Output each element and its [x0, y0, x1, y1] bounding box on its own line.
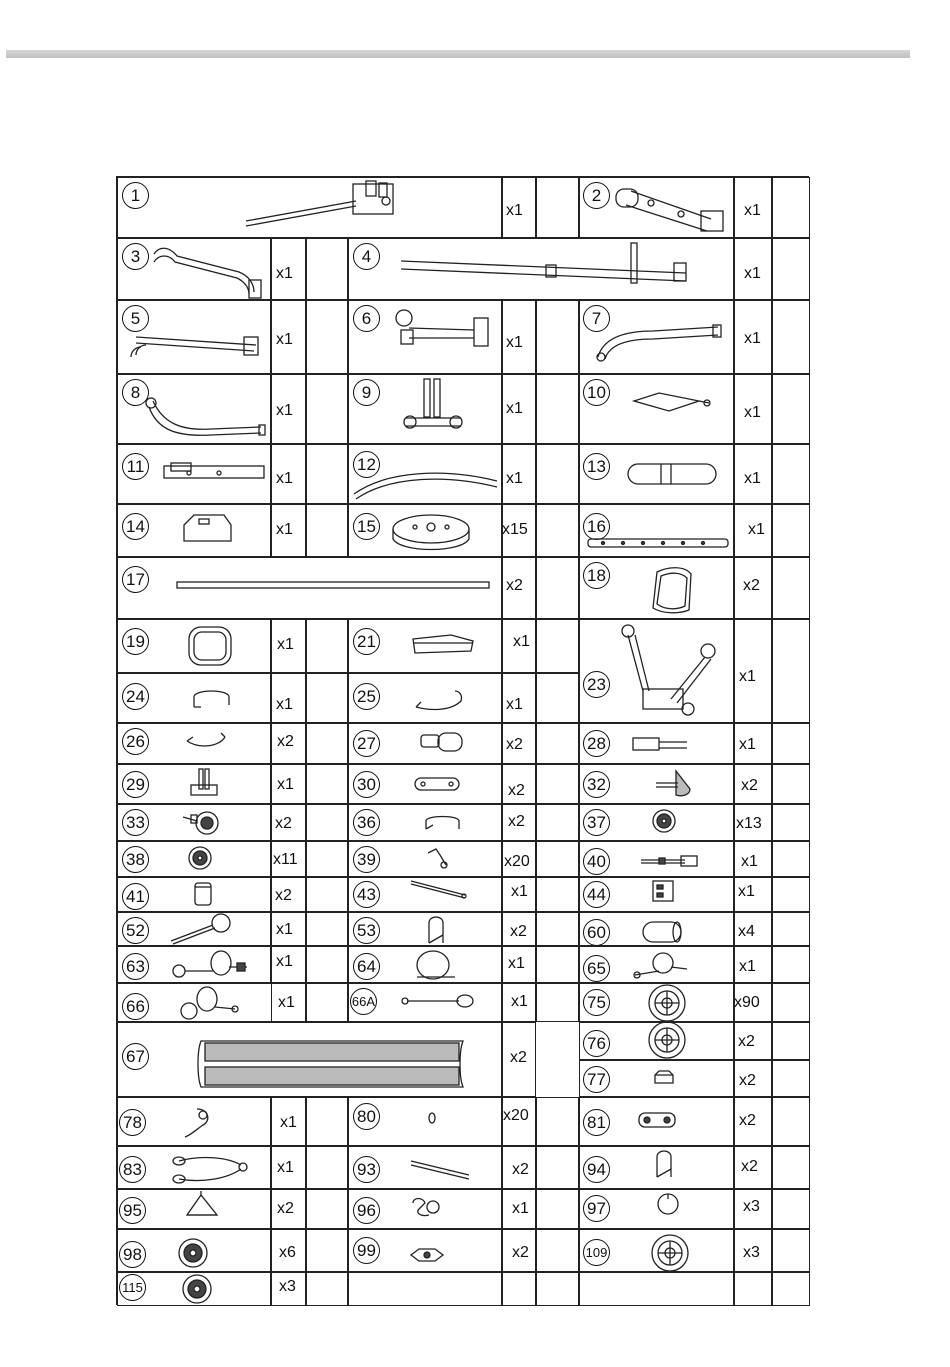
- part-quantity-115: x3: [279, 1278, 296, 1295]
- part-number-14: 14: [122, 513, 149, 540]
- part-number-23: 23: [583, 671, 610, 698]
- part-quantity-33: x2: [275, 815, 292, 832]
- part-number-60: 60: [583, 919, 610, 946]
- part-illustration-80: [427, 1111, 437, 1125]
- part-number-93: 93: [353, 1156, 380, 1183]
- check-cell-66A: [536, 983, 579, 1022]
- part-number-75: 75: [583, 989, 610, 1016]
- part-number-66: 66: [122, 993, 149, 1020]
- check-cell-95: [306, 1189, 348, 1229]
- part-number-7: 7: [583, 305, 610, 332]
- part-number-77: 77: [583, 1066, 610, 1093]
- part-number-16: 16: [583, 513, 610, 540]
- part-illustration-27: [416, 731, 464, 753]
- check-cell-21: [536, 619, 579, 673]
- part-quantity-28: x1: [739, 736, 756, 753]
- part-illustration-115: [183, 1273, 211, 1303]
- part-quantity-26: x2: [277, 733, 294, 750]
- part-quantity-8: x1: [276, 402, 293, 419]
- part-illustration-43: [409, 879, 467, 899]
- part-illustration-6: [389, 306, 496, 346]
- empty-cell: [348, 1272, 502, 1306]
- part-number-3: 3: [122, 243, 149, 270]
- check-cell-115: [306, 1272, 348, 1306]
- check-cell-53: [536, 912, 579, 946]
- empty-cell: [772, 1272, 810, 1306]
- part-illustration-93: [409, 1157, 471, 1181]
- part-quantity-21: x1: [513, 633, 530, 650]
- check-cell-3: [306, 238, 348, 300]
- check-cell-18: [772, 557, 810, 619]
- part-quantity-109: x3: [743, 1244, 760, 1261]
- part-illustration-14: [179, 511, 233, 543]
- part-number-115: 115: [119, 1274, 146, 1301]
- part-quantity-40: x1: [741, 853, 758, 870]
- part-illustration-53: [425, 915, 447, 945]
- part-number-38: 38: [122, 846, 149, 873]
- part-illustration-9: [396, 376, 471, 441]
- part-illustration-98: [179, 1237, 211, 1269]
- check-cell-5: [306, 300, 348, 374]
- part-illustration-67: [197, 1037, 463, 1089]
- part-quantity-77: x2: [739, 1072, 756, 1089]
- check-cell-43: [536, 877, 579, 912]
- part-illustration-41: [193, 881, 213, 906]
- check-cell-36: [536, 804, 579, 841]
- part-illustration-11: [159, 461, 266, 481]
- check-cell-30: [536, 764, 579, 804]
- part-quantity-99: x2: [512, 1244, 529, 1261]
- part-number-25: 25: [353, 683, 380, 710]
- part-number-21: 21: [353, 628, 380, 655]
- part-illustration-12: [349, 469, 499, 499]
- empty-cell: [502, 1272, 536, 1306]
- part-illustration-66: [177, 987, 237, 1021]
- part-quantity-64: x1: [508, 955, 525, 972]
- part-quantity-1: x1: [506, 202, 523, 219]
- part-quantity-2: x1: [744, 202, 761, 219]
- part-illustration-75: [645, 985, 689, 1021]
- part-number-66A: 66A: [350, 988, 377, 1015]
- part-number-8: 8: [122, 379, 149, 406]
- part-quantity-97: x3: [743, 1198, 760, 1215]
- part-quantity-96: x1: [512, 1200, 529, 1217]
- check-cell-10: [772, 374, 810, 444]
- part-number-81: 81: [583, 1109, 610, 1136]
- check-cell-52: [306, 912, 348, 946]
- check-cell-14: [306, 504, 348, 557]
- check-cell-28: [772, 723, 810, 764]
- part-quantity-25: x1: [506, 696, 523, 713]
- part-number-94: 94: [583, 1156, 610, 1183]
- check-cell-81: [772, 1097, 810, 1146]
- part-illustration-18: [649, 566, 693, 613]
- part-number-32: 32: [583, 771, 610, 798]
- part-illustration-37: [652, 808, 676, 834]
- part-illustration-26: [183, 729, 229, 751]
- part-quantity-66: x1: [278, 994, 295, 1011]
- part-number-27: 27: [353, 730, 380, 757]
- check-cell-76: [772, 1022, 810, 1060]
- part-number-52: 52: [122, 917, 149, 944]
- part-illustration-39: [426, 847, 448, 869]
- part-quantity-37: x13: [736, 815, 762, 832]
- part-number-5: 5: [122, 305, 149, 332]
- check-cell-12: [536, 444, 579, 504]
- part-quantity-16: x1: [748, 521, 765, 538]
- part-illustration-30: [413, 776, 461, 791]
- part-illustration-99: [409, 1245, 445, 1263]
- check-cell-65: [772, 946, 810, 983]
- check-cell-27: [536, 723, 579, 764]
- part-illustration-65: [631, 951, 687, 981]
- check-cell-63: [306, 946, 348, 983]
- check-cell-9: [536, 374, 579, 444]
- check-cell-16: [772, 504, 810, 557]
- part-number-44: 44: [583, 881, 610, 908]
- part-number-19: 19: [122, 628, 149, 655]
- check-cell-4: [772, 238, 810, 300]
- part-quantity-30: x2: [508, 782, 525, 799]
- part-quantity-10: x1: [744, 404, 761, 421]
- part-number-24: 24: [122, 683, 149, 710]
- part-quantity-52: x1: [276, 921, 293, 938]
- part-quantity-9: x1: [506, 400, 523, 417]
- part-quantity-27: x2: [506, 736, 523, 753]
- check-cell-60: [772, 912, 810, 946]
- check-cell-44: [772, 877, 810, 912]
- check-cell-66: [306, 983, 348, 1022]
- check-cell-24: [306, 673, 348, 723]
- part-illustration-83: [171, 1151, 247, 1187]
- part-illustration-10: [629, 391, 711, 413]
- part-number-67: 67: [122, 1043, 149, 1070]
- check-cell-94: [772, 1146, 810, 1189]
- part-illustration-28: [631, 736, 689, 751]
- part-quantity-60: x4: [738, 923, 755, 940]
- part-number-99: 99: [353, 1237, 380, 1264]
- part-quantity-29: x1: [277, 776, 294, 793]
- part-quantity-6: x1: [506, 334, 523, 351]
- part-illustration-64: [411, 949, 457, 981]
- part-quantity-83: x1: [277, 1159, 294, 1176]
- check-cell-75: [772, 983, 810, 1022]
- part-quantity-41: x2: [275, 887, 292, 904]
- part-quantity-15: x15: [502, 521, 528, 538]
- check-cell-23: [772, 619, 810, 723]
- part-number-80: 80: [353, 1103, 380, 1130]
- part-number-98: 98: [119, 1241, 146, 1268]
- part-number-28: 28: [583, 730, 610, 757]
- part-number-18: 18: [583, 562, 610, 589]
- check-cell-77: [772, 1060, 810, 1097]
- part-illustration-1: [241, 181, 406, 226]
- part-quantity-14: x1: [276, 521, 293, 538]
- part-number-109: 109: [583, 1239, 610, 1266]
- part-quantity-32: x2: [741, 777, 758, 794]
- part-number-97: 97: [583, 1195, 610, 1222]
- part-number-95: 95: [119, 1197, 146, 1224]
- part-quantity-78: x1: [280, 1114, 297, 1131]
- part-illustration-8: [141, 393, 266, 435]
- part-number-76: 76: [583, 1030, 610, 1057]
- part-quantity-18: x2: [743, 577, 760, 594]
- part-illustration-33: [181, 809, 219, 837]
- check-cell-37: [772, 804, 810, 841]
- check-cell-32: [772, 764, 810, 804]
- part-quantity-43: x1: [511, 883, 528, 900]
- part-quantity-13: x1: [744, 470, 761, 487]
- part-illustration-7: [593, 319, 721, 363]
- check-cell-98: [306, 1229, 348, 1272]
- check-cell-26: [306, 723, 348, 764]
- part-illustration-109: [648, 1235, 688, 1269]
- part-quantity-75: x90: [734, 994, 760, 1011]
- empty-cell: [734, 1272, 772, 1306]
- part-number-53: 53: [353, 917, 380, 944]
- empty-cell: [579, 1272, 734, 1306]
- check-cell-83: [306, 1146, 348, 1189]
- check-cell-38: [306, 841, 348, 877]
- part-illustration-2: [611, 181, 731, 233]
- part-quantity-11: x1: [276, 470, 293, 487]
- part-illustration-17: [177, 581, 489, 590]
- part-number-26: 26: [122, 728, 149, 755]
- part-quantity-24: x1: [276, 696, 293, 713]
- part-number-65: 65: [583, 955, 610, 982]
- part-quantity-76: x2: [738, 1033, 755, 1050]
- check-cell-2: [772, 177, 810, 238]
- part-quantity-3: x1: [276, 265, 293, 282]
- part-illustration-21: [411, 633, 475, 653]
- part-number-40: 40: [583, 848, 610, 875]
- part-quantity-19: x1: [277, 636, 294, 653]
- check-cell-97: [772, 1189, 810, 1229]
- part-number-96: 96: [353, 1197, 380, 1224]
- parts-list-table: [116, 176, 809, 1305]
- part-number-12: 12: [353, 451, 380, 478]
- check-cell-93: [536, 1146, 579, 1189]
- part-quantity-38: x11: [273, 851, 298, 868]
- check-cell-64: [536, 946, 579, 983]
- check-cell-78: [306, 1097, 348, 1146]
- part-illustration-66A: [401, 993, 473, 1013]
- part-quantity-63: x1: [276, 953, 293, 970]
- part-number-39: 39: [353, 846, 380, 873]
- part-quantity-81: x2: [739, 1112, 756, 1129]
- part-number-29: 29: [122, 771, 149, 798]
- part-quantity-95: x2: [277, 1200, 294, 1217]
- part-number-41: 41: [122, 883, 149, 910]
- part-illustration-36: [421, 813, 463, 831]
- part-illustration-77: [653, 1071, 673, 1087]
- part-quantity-65: x1: [739, 958, 756, 975]
- part-quantity-98: x6: [279, 1244, 296, 1261]
- part-number-2: 2: [583, 182, 610, 209]
- part-illustration-13: [623, 456, 719, 491]
- part-number-37: 37: [583, 809, 610, 836]
- part-illustration-5: [126, 331, 266, 359]
- part-quantity-66A: x1: [511, 993, 528, 1010]
- part-illustration-3: [149, 244, 266, 298]
- check-cell-25: [536, 673, 579, 723]
- check-cell-39: [536, 841, 579, 877]
- part-illustration-15: [391, 513, 471, 549]
- check-cell-29: [306, 764, 348, 804]
- part-number-11: 11: [122, 453, 149, 480]
- part-number-6: 6: [353, 305, 380, 332]
- part-illustration-60: [641, 918, 683, 944]
- part-number-1: 1: [122, 182, 149, 209]
- part-number-9: 9: [353, 379, 380, 406]
- check-cell-96: [536, 1189, 579, 1229]
- header-rule: [6, 50, 910, 58]
- part-illustration-76: [645, 1022, 689, 1057]
- check-cell-80: [536, 1097, 579, 1146]
- check-cell-6: [536, 300, 579, 374]
- part-illustration-94: [653, 1149, 675, 1181]
- part-quantity-23: x1: [739, 668, 756, 685]
- part-illustration-4: [396, 241, 691, 296]
- part-number-30: 30: [353, 771, 380, 798]
- part-illustration-29: [189, 769, 219, 799]
- part-illustration-95: [181, 1193, 223, 1217]
- check-cell-19: [306, 619, 348, 673]
- part-number-4: 4: [353, 243, 380, 270]
- part-quantity-17: x2: [506, 577, 523, 594]
- part-quantity-5: x1: [276, 331, 293, 348]
- part-quantity-93: x2: [512, 1161, 529, 1178]
- part-illustration-24: [189, 687, 233, 711]
- part-illustration-81: [635, 1107, 677, 1131]
- part-illustration-78: [181, 1107, 215, 1141]
- empty-cell: [536, 1272, 579, 1306]
- part-illustration-32: [656, 769, 691, 798]
- part-number-33: 33: [122, 809, 149, 836]
- part-number-10: 10: [583, 379, 610, 406]
- part-quantity-39: x20: [504, 853, 530, 870]
- part-quantity-7: x1: [744, 330, 761, 347]
- check-cell-15: [536, 504, 579, 557]
- check-cell-109: [772, 1229, 810, 1272]
- part-number-78: 78: [119, 1109, 146, 1136]
- part-quantity-53: x2: [510, 923, 527, 940]
- part-illustration-40: [641, 854, 701, 867]
- part-illustration-25: [411, 687, 465, 711]
- part-quantity-36: x2: [508, 813, 525, 830]
- check-cell-41: [306, 877, 348, 912]
- part-illustration-16: [583, 536, 731, 553]
- check-cell-40: [772, 841, 810, 877]
- part-number-17: 17: [122, 566, 149, 593]
- check-cell-1: [536, 177, 579, 238]
- part-quantity-44: x1: [738, 883, 755, 900]
- part-quantity-12: x1: [506, 470, 523, 487]
- part-number-83: 83: [119, 1156, 146, 1183]
- part-number-43: 43: [353, 881, 380, 908]
- check-cell-13: [772, 444, 810, 504]
- part-quantity-80: x20: [503, 1107, 529, 1124]
- check-cell-11: [306, 444, 348, 504]
- check-cell-8: [306, 374, 348, 444]
- part-quantity-67: x2: [510, 1049, 527, 1066]
- part-illustration-19: [187, 623, 233, 667]
- check-cell-7: [772, 300, 810, 374]
- part-illustration-63: [163, 949, 251, 981]
- check-cell-99: [536, 1229, 579, 1272]
- check-cell-17: [536, 557, 579, 619]
- part-illustration-96: [409, 1195, 443, 1219]
- part-number-36: 36: [353, 809, 380, 836]
- part-number-63: 63: [122, 953, 149, 980]
- part-quantity-4: x1: [744, 265, 761, 282]
- part-number-64: 64: [353, 953, 380, 980]
- part-quantity-94: x2: [741, 1158, 758, 1175]
- part-illustration-23: [613, 621, 721, 716]
- check-cell-33: [306, 804, 348, 841]
- part-number-15: 15: [353, 513, 380, 540]
- part-illustration-97: [657, 1193, 679, 1215]
- part-number-13: 13: [583, 453, 610, 480]
- part-illustration-38: [188, 845, 214, 873]
- part-illustration-52: [169, 913, 233, 945]
- part-illustration-44: [649, 879, 675, 903]
